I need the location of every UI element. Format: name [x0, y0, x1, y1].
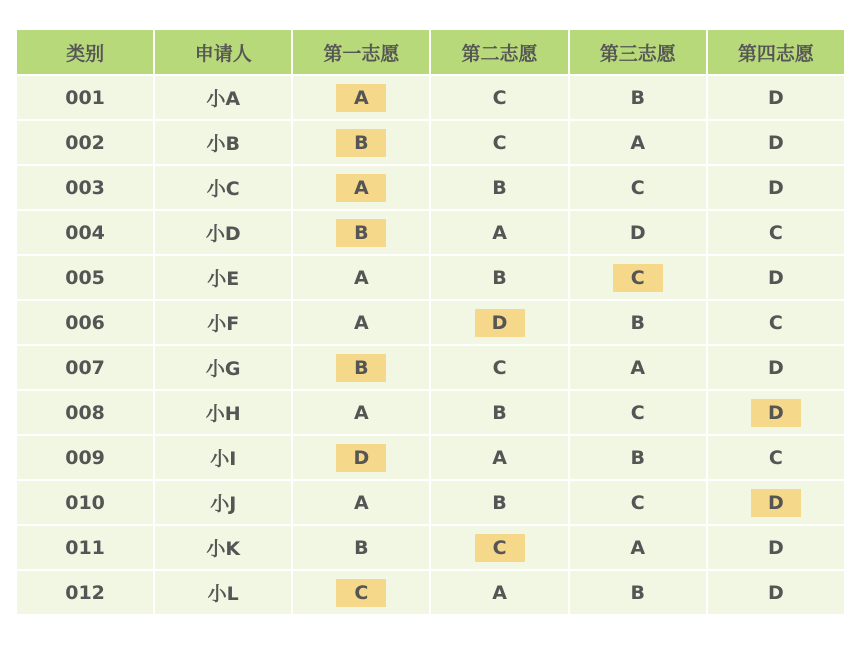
choice-cell-2: [430, 255, 568, 300]
choice-value: B: [630, 581, 645, 604]
choice-cell-1: [292, 570, 430, 615]
category-cell: 009: [16, 435, 154, 480]
choice-cell-2: [430, 570, 568, 615]
header-applicant: 申请人: [154, 29, 292, 75]
admitted-choice-highlight: B: [336, 129, 386, 157]
choice-cell-2: [430, 345, 568, 390]
choice-cell-3: [569, 570, 707, 615]
category-cell: 012: [16, 570, 154, 615]
choice-cell-1: [292, 390, 430, 435]
choice-cell-1: [292, 345, 430, 390]
choice-value: C: [630, 401, 645, 424]
admitted-choice-highlight: C: [613, 264, 663, 292]
category-cell: 011: [16, 525, 154, 570]
choice-cell-4: [707, 435, 845, 480]
applicant-cell: 小H: [154, 390, 292, 435]
table-row: [16, 120, 845, 165]
choice-cell-3: [569, 120, 707, 165]
category-cell: 010: [16, 480, 154, 525]
table-row: [16, 390, 845, 435]
admitted-choice-highlight: C: [475, 534, 525, 562]
choice-value: C: [768, 311, 783, 334]
header-choice-4: 第四志愿: [707, 29, 845, 75]
category-cell: 004: [16, 210, 154, 255]
table-row: [16, 435, 845, 480]
choice-cell-2: [430, 435, 568, 480]
choice-value: D: [629, 221, 646, 244]
choice-cell-3: [569, 300, 707, 345]
admitted-choice-highlight: D: [751, 399, 801, 427]
choice-cell-3: [569, 210, 707, 255]
header-category: 类别: [16, 29, 154, 75]
choice-value: A: [354, 311, 369, 334]
choice-cell-4: [707, 525, 845, 570]
category-cell: 007: [16, 345, 154, 390]
choice-value: A: [630, 131, 646, 154]
admitted-choice-highlight: D: [751, 489, 801, 517]
choice-value: A: [492, 581, 507, 604]
choice-value: A: [354, 266, 369, 289]
choice-cell-1: [292, 300, 430, 345]
category-cell: 003: [16, 165, 154, 210]
choice-cell-1: [292, 255, 430, 300]
applicant-cell: 小E: [154, 255, 292, 300]
choice-cell-4: [707, 210, 845, 255]
choice-cell-3: [569, 435, 707, 480]
choice-value: C: [492, 356, 507, 379]
choice-cell-4: [707, 480, 845, 525]
admitted-choice-highlight: C: [336, 579, 386, 607]
choice-value: B: [630, 446, 645, 469]
applicant-cell: 小F: [154, 300, 292, 345]
choice-value: A: [354, 491, 369, 514]
header-row: [16, 29, 845, 75]
choice-cell-2: [430, 480, 568, 525]
choice-cell-4: [707, 345, 845, 390]
admitted-choice-highlight: B: [336, 354, 386, 382]
choice-value: B: [630, 311, 645, 334]
choice-cell-1: [292, 525, 430, 570]
table-body: [16, 75, 845, 615]
choice-cell-2: [430, 120, 568, 165]
choice-cell-2: [430, 75, 568, 120]
applicant-cell: 小C: [154, 165, 292, 210]
applicant-cell: 小D: [154, 210, 292, 255]
preference-table: [15, 28, 846, 616]
category-cell: 005: [16, 255, 154, 300]
choice-value: C: [492, 131, 507, 154]
choice-value: B: [492, 491, 507, 514]
applicant-cell: 小J: [154, 480, 292, 525]
choice-value: D: [768, 131, 784, 154]
choice-cell-1: [292, 75, 430, 120]
choice-cell-4: [707, 165, 845, 210]
admitted-choice-highlight: B: [336, 219, 386, 247]
choice-value: C: [492, 86, 507, 109]
choice-cell-4: [707, 570, 845, 615]
choice-cell-1: [292, 210, 430, 255]
choice-value: D: [768, 581, 784, 604]
choice-value: D: [768, 176, 784, 199]
table-row: [16, 525, 845, 570]
choice-cell-2: [430, 300, 568, 345]
choice-value: D: [768, 356, 784, 379]
choice-value: B: [630, 86, 645, 109]
choice-cell-3: [569, 75, 707, 120]
choice-cell-2: [430, 525, 568, 570]
choice-value: A: [492, 446, 507, 469]
choice-cell-3: [569, 165, 707, 210]
table-row: [16, 165, 845, 210]
choice-cell-3: [569, 390, 707, 435]
choice-value: B: [492, 401, 507, 424]
header-choice-3: 第三志愿: [569, 29, 707, 75]
choice-value: C: [768, 446, 783, 469]
choice-cell-2: [430, 165, 568, 210]
choice-cell-4: [707, 390, 845, 435]
choice-value: C: [768, 221, 783, 244]
applicant-cell: 小L: [154, 570, 292, 615]
choice-cell-4: [707, 75, 845, 120]
table-row: [16, 570, 845, 615]
applicant-cell: 小A: [154, 75, 292, 120]
choice-value: B: [492, 176, 507, 199]
choice-cell-1: [292, 435, 430, 480]
choice-value: B: [354, 536, 369, 559]
table-row: [16, 345, 845, 390]
table-row: [16, 300, 845, 345]
applicant-cell: 小G: [154, 345, 292, 390]
choice-cell-4: [707, 120, 845, 165]
applicant-cell: 小B: [154, 120, 292, 165]
choice-value: D: [768, 266, 784, 289]
choice-cell-3: [569, 480, 707, 525]
choice-cell-1: [292, 165, 430, 210]
admitted-choice-highlight: D: [336, 444, 386, 472]
category-cell: 008: [16, 390, 154, 435]
table-row: [16, 210, 845, 255]
admitted-choice-highlight: A: [336, 174, 386, 202]
choice-cell-3: [569, 525, 707, 570]
admitted-choice-highlight: D: [475, 309, 525, 337]
choice-cell-1: [292, 480, 430, 525]
choice-value: A: [630, 356, 646, 379]
table-row: [16, 75, 845, 120]
choice-value: B: [492, 266, 507, 289]
category-cell: 006: [16, 300, 154, 345]
choice-cell-2: [430, 390, 568, 435]
choice-cell-4: [707, 255, 845, 300]
header-choice-1: 第一志愿: [292, 29, 430, 75]
choice-value: C: [630, 176, 645, 199]
choice-cell-3: [569, 255, 707, 300]
choice-value: A: [630, 536, 646, 559]
choice-value: D: [768, 86, 784, 109]
table-row: [16, 480, 845, 525]
category-cell: 002: [16, 120, 154, 165]
applicant-cell: 小K: [154, 525, 292, 570]
choice-value: D: [768, 536, 784, 559]
table-row: [16, 255, 845, 300]
choice-value: A: [354, 401, 369, 424]
choice-cell-3: [569, 345, 707, 390]
choice-cell-1: [292, 120, 430, 165]
applicant-cell: 小I: [154, 435, 292, 480]
header-choice-2: 第二志愿: [430, 29, 568, 75]
choice-cell-4: [707, 300, 845, 345]
choice-value: A: [492, 221, 507, 244]
admitted-choice-highlight: A: [336, 84, 386, 112]
choice-cell-2: [430, 210, 568, 255]
category-cell: 001: [16, 75, 154, 120]
choice-value: C: [630, 491, 645, 514]
